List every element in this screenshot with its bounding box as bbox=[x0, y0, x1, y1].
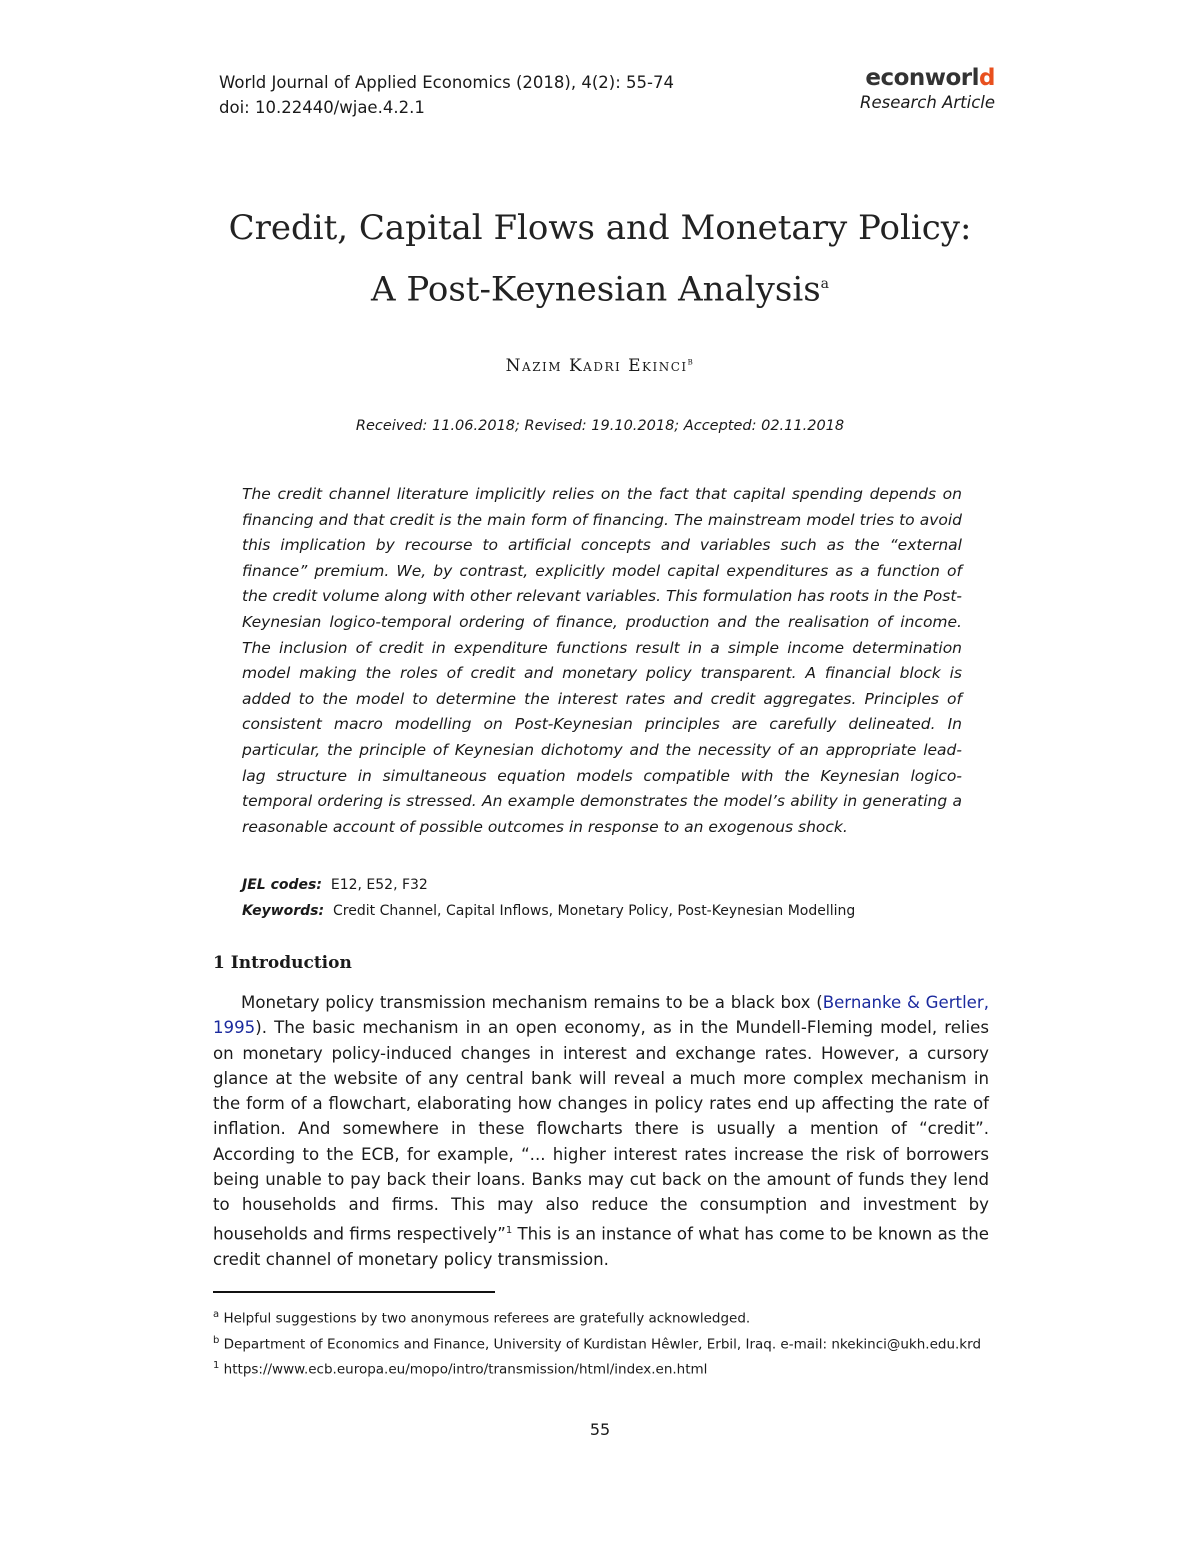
submission-dates: Received: 11.06.2018; Revised: 19.10.2018; Accepted: 02.11.2018 bbox=[355, 418, 845, 434]
intro-part-2: ). The basic mechanism in an open economy, as in the Mundell-Fleming model, relies on monetary policy-induced changes in interest and exchange rates. However, a cursory glance at the website of any central bank will reveal a much more complex mechanism in the form of a flowchart, elaborating how changes in policy rates end up affecting the rate of inflation. And somewhere in these flowcharts there is usually a mention of “credit”. According to the ECB, for example, “... higher interest rates increase the risk of borrowers being unable to pay back their loans. Banks may cut back on the amount of funds they lend to households and firms. This may also reduce the consumption and investment by households and firms respectively” bbox=[213, 1018, 989, 1244]
title-line-1: Credit, Capital Flows and Monetary Policy: bbox=[228, 208, 972, 248]
author-name: Nazim Kadri Ekinci bbox=[505, 356, 688, 376]
section-number: 1 bbox=[213, 953, 225, 973]
header-right bbox=[860, 64, 995, 114]
footnotes bbox=[213, 1304, 989, 1381]
footnote-url[interactable]: https://www.ecb.europa.eu/mopo/intro/transmission/html/index.en.html bbox=[223, 1361, 708, 1378]
author-footnote-mark[interactable]: b bbox=[687, 356, 695, 368]
logo-text: econworl bbox=[865, 65, 980, 91]
citation-authors: Bernanke & Gertler bbox=[822, 993, 984, 1012]
intro-paragraph bbox=[213, 990, 989, 1272]
section-title: Introduction bbox=[230, 953, 352, 973]
abstract: The credit channel literature implicitly relies on the fact that capital spending depends on financing and that credit is the main form of financing. The mainstream model tries to avoid this implication by recourse to artificial concepts and variables such as the “external finance” premium. We, by contrast, explicitly model capital expenditures as a function of the credit volume along with other relevant variables. This formulation has roots in the Post-Keynesian logico-temporal ordering of finance, production and the realisation of income. The inclusion of credit in expenditure functions result in a simple income determination model making the roles of credit and monetary policy transparent. A financial block is added to the model to determine the interest rates and credit aggregates. Principles of consistent macro modelling on Post-Keynesian principles are carefully delineated. In particular, the principle of Keynesian dichotomy and the necessity of an appropriate lead-lag structure in simultaneous equation models compatible with the Keynesian logico-temporal ordering is stressed. An example demonstrates the model’s ability in generating a reasonable account of possible outcomes in response to an exogenous shock. bbox=[242, 485, 962, 836]
paper-title bbox=[200, 200, 1000, 317]
footnote-a: $^a$ Helpful suggestions by two anonymous referees are gratefully acknowledged. bbox=[213, 1309, 751, 1327]
title-footnote-mark[interactable]: a bbox=[820, 276, 829, 292]
logo-mark-icon: d bbox=[979, 65, 995, 91]
section-heading bbox=[213, 953, 352, 973]
journal-header bbox=[219, 70, 674, 120]
author bbox=[200, 356, 1000, 376]
title-line-2: A Post-Keynesian Analysis bbox=[371, 269, 821, 310]
jel-value: E12, E52, F32 bbox=[330, 877, 428, 893]
article-type: Research Article bbox=[860, 93, 995, 112]
footnote-ref-1[interactable]: 1 bbox=[505, 1224, 513, 1236]
keywords-value: Credit Channel, Capital Inflows, Monetary Policy, Post-Keynesian Modelling bbox=[333, 903, 856, 919]
intro-part-1: Monetary policy transmission mechanism remains to be a black box ( bbox=[241, 993, 823, 1012]
jel-codes bbox=[242, 874, 428, 896]
citation-year: 1995 bbox=[213, 1018, 256, 1038]
footnote-b: $^b$ Department of Economics and Finance, University of Kurdistan Hêwler, Erbil, Iraq. e-mail: nkekinci@ukh.edu.krd bbox=[213, 1334, 982, 1352]
intro-part-3: This is an instance of what has come to be known as the credit channel of monetary policy transmission. bbox=[213, 1224, 989, 1269]
doi: doi: 10.22440/wjae.4.2.1 bbox=[219, 98, 425, 117]
journal-citation: World Journal of Applied Economics (2018), 4(2): 55-74 bbox=[219, 73, 674, 92]
keywords-label: Keywords: bbox=[242, 903, 325, 919]
page-number: 55 bbox=[589, 1420, 611, 1439]
citation-link[interactable]: Bernanke & Gertler, 1995 bbox=[213, 993, 989, 1038]
keywords bbox=[242, 900, 855, 922]
publisher-logo bbox=[860, 64, 995, 92]
jel-label: JEL codes: bbox=[242, 877, 322, 893]
footnote-1: $^1$ https://www.ecb.europa.eu/mopo/intro/transmission/html/index.en.html bbox=[213, 1360, 708, 1378]
footnote-divider bbox=[213, 1291, 495, 1293]
